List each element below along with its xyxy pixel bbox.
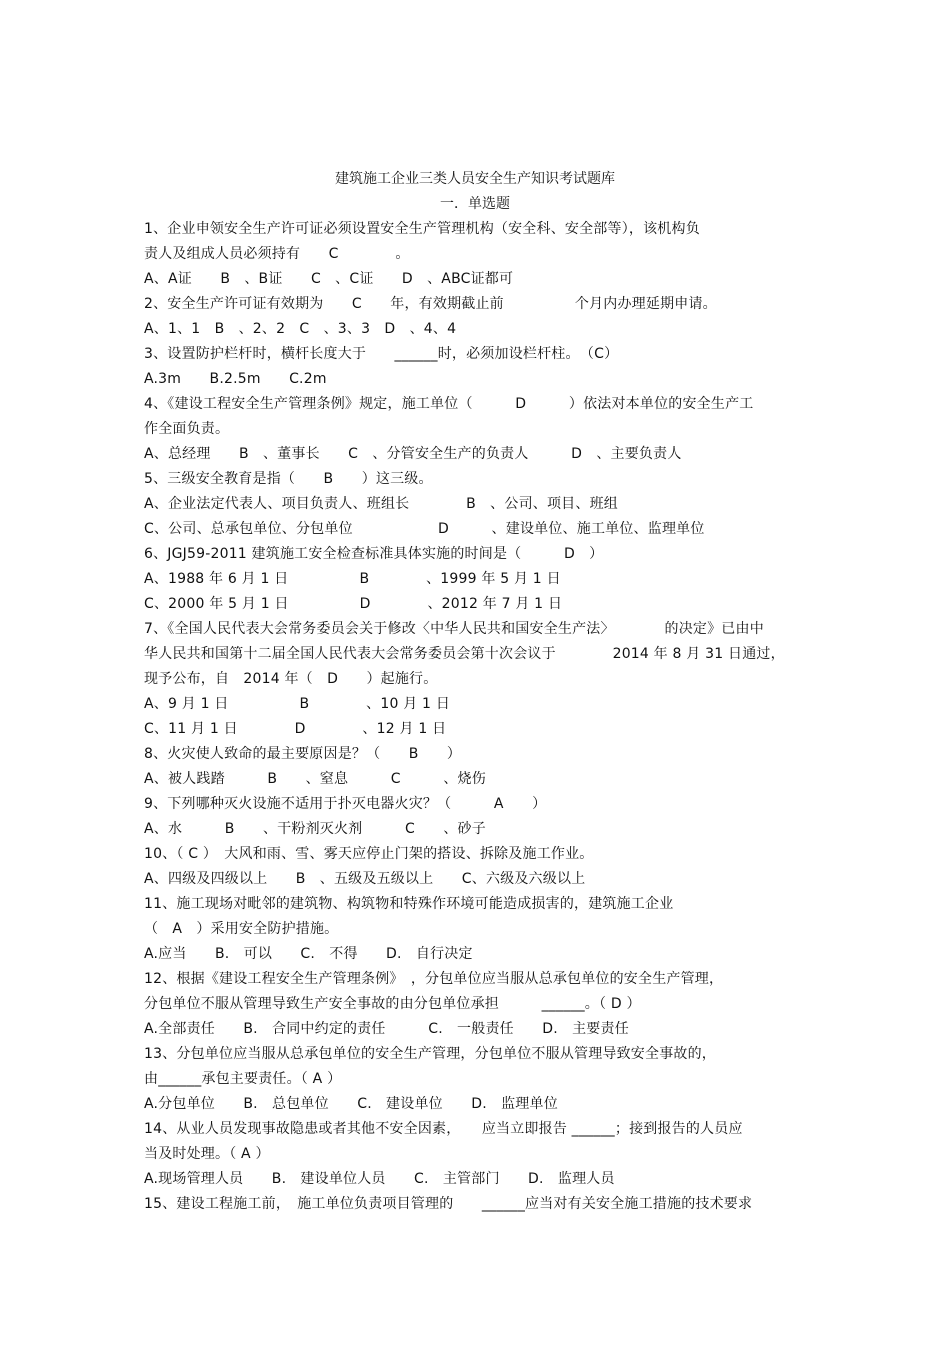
text-line: A、被人践踏 B 、窒息 C 、烧伤 [144,771,486,787]
text-line: 5、三级安全教育是指（ B ）这三级。 [144,471,433,487]
text-line: 3、设置防护栏杆时，横杆长度大于 ______时，必须加设栏杆柱。 （C） [144,346,619,362]
text-line: 10、（ C ） 大风和雨、雪、雾天应停止门架的搭设、拆除及施工作业。 [144,846,594,862]
text-line: 华人民共和国第十二届全国人民代表大会常务委员会第十次会议于 2014 年 8 月 31 日通过， [144,646,785,662]
text-line: 13、分包单位应当服从总承包单位的安全生产管理，分包单位不服从管理导致安全事故的， [144,1046,717,1062]
text-line: 14、从业人员发现事故隐患或者其他不安全因素， 应当立即报告 ______；接到报告的人员应 [144,1121,743,1137]
text-line: A、水 B 、干粉剂灭火剂 C 、砂子 [144,821,486,837]
text-line: A、企业法定代表人、项目负责人、班组长 B 、公司、项目、班组 [144,496,618,512]
text-line: 由______承包主要责任。（ A ） [144,1071,342,1087]
text-line: 4、《建设工程安全生产管理条例》规定，施工单位（ D ）依法对本单位的安全生产工 [144,396,754,412]
text-line: 8、火灾使人致命的最主要原因是？（ B ） [144,746,462,762]
text-line: A、9 月 1 日 B 、10 月 1 日 [144,696,451,712]
text-line: （ A ）采用安全防护措施。 [144,921,339,937]
text-line: 6、JGJ59-2011 建筑施工安全检查标准具体实施的时间是（ D ） [144,546,604,562]
text-line: A.现场管理人员 B. 建设单位人员 C. 主管部门 D. 监理人员 [144,1171,615,1187]
text-line: A、1988 年 6 月 1 日 B 、1999 年 5 月 1 日 [144,571,561,587]
document-title: 建筑施工企业三类人员安全生产知识考试题库 [335,171,615,187]
text-line: A.全部责任 B. 合同中约定的责任 C. 一般责任 D. 主要责任 [144,1021,629,1037]
text-line: 12、根据《建设工程安全生产管理条例》 ，分包单位应当服从总承包单位的安全生产管理， [144,971,724,987]
text-line: 当及时处理。（ A ） [144,1146,270,1162]
text-line: 7、《全国人民代表大会常务委员会关于修改〈中华人民共和国安全生产法〉 的决定》已由中 [144,621,764,637]
text-line: 1、企业申领安全生产许可证必须设置安全生产管理机构（安全科、安全部等），该机构负 [144,221,700,237]
text-line: 9、下列哪种灭火设施不适用于扑灭电器火灾？（ A ） [144,796,547,812]
text-line: C、2000 年 5 月 1 日 D 、2012 年 7 月 1 日 [144,596,563,612]
text-line: 11、施工现场对毗邻的建筑物、构筑物和特殊作环境可能造成损害的，建筑施工企业 [144,896,674,912]
text-line: A.3m B.2.5m C.2m [144,371,327,387]
text-line: 2、安全生产许可证有效期为 C 年，有效期截止前 个月内办理延期申请。 [144,296,717,312]
text-line: A、四级及四级以上 B 、五级及五级以上 C、六级及六级以上 [144,871,586,887]
text-line: A.应当 B. 可以 C. 不得 D. 自行决定 [144,946,473,962]
text-line: 15、建设工程施工前， 施工单位负责项目管理的 ______应当对有关安全施工措施的技术要求 [144,1196,753,1212]
text-line: 作全面负责。 [144,421,230,437]
text-line: 现予公布，自 2014 年（ D ）起施行。 [144,671,438,687]
text-line: C、公司、总承包单位、分包单位 D 、建设单位、施工单位、监理单位 [144,521,705,537]
text-line: A、总经理 B 、董事长 C 、分管安全生产的负责人 D 、主要负责人 [144,446,682,462]
text-line: 责人及组成人员必须持有 C 。 [144,246,410,262]
text-line: A、A证 B 、B证 C 、C证 D 、ABC证都可 [144,271,514,287]
text-line: 分包单位不服从管理导致生产安全事故的由分包单位承担 ______。（ D ） [144,996,641,1012]
text-line: A、1、1 B 、2、2 C 、3、3 D 、4、4 [144,321,457,337]
text-line: A.分包单位 B. 总包单位 C. 建设单位 D. 监理单位 [144,1096,558,1112]
section-heading: 一．单选题 [440,196,510,212]
text-line: C、11 月 1 日 D 、12 月 1 日 [144,721,447,737]
